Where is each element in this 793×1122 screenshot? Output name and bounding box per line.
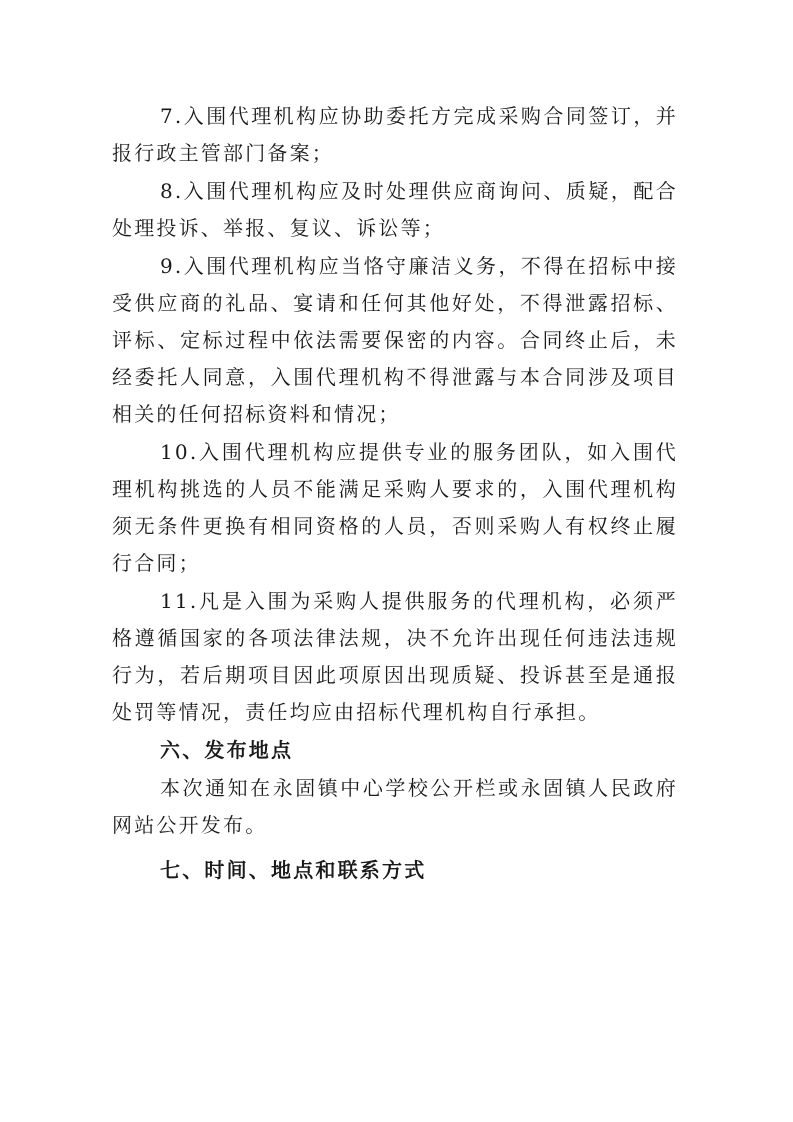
- clause-11: 11.凡是入围为采购人提供服务的代理机构，必须严格遵循国家的各项法律法规，决不允许出现任何违法违规行为，若后期项目因此项原因出现质疑、投诉甚至是通报处罚等情况，责任均应由招标代理机构自行承担。: [112, 589, 678, 724]
- clause-8: 8.入围代理机构应及时处理供应商询问、质疑，配合处理投诉、举报、复议、诉讼等；: [112, 179, 678, 240]
- clause-7: 7.入围代理机构应协助委托方完成采购合同签订，并报行政主管部门备案；: [112, 104, 678, 165]
- section-6-heading: 六、发布地点: [160, 738, 294, 762]
- section-7-heading: 七、时间、地点和联系方式: [160, 858, 427, 882]
- clause-10: 10.入围代理机构应提供专业的服务团队，如入围代理机构挑选的人员不能满足采购人要求的，入围代理机构须无条件更换有相同资格的人员，否则采购人有权终止履行合同；: [112, 440, 678, 575]
- clause-9: 9.入围代理机构应当恪守廉洁义务，不得在招标中接受供应商的礼品、宴请和任何其他好处，不得泄露招标、评标、定标过程中依法需要保密的内容。合同终止后，未经委托人同意，入围代理机构不得泄露与本合同涉及项目相关的任何招标资料和情况；: [112, 254, 678, 426]
- section-6-text: 本次通知在永固镇中心学校公开栏或永固镇人民政府网站公开发布。: [112, 776, 678, 837]
- document-page: [112, 98, 678, 890]
